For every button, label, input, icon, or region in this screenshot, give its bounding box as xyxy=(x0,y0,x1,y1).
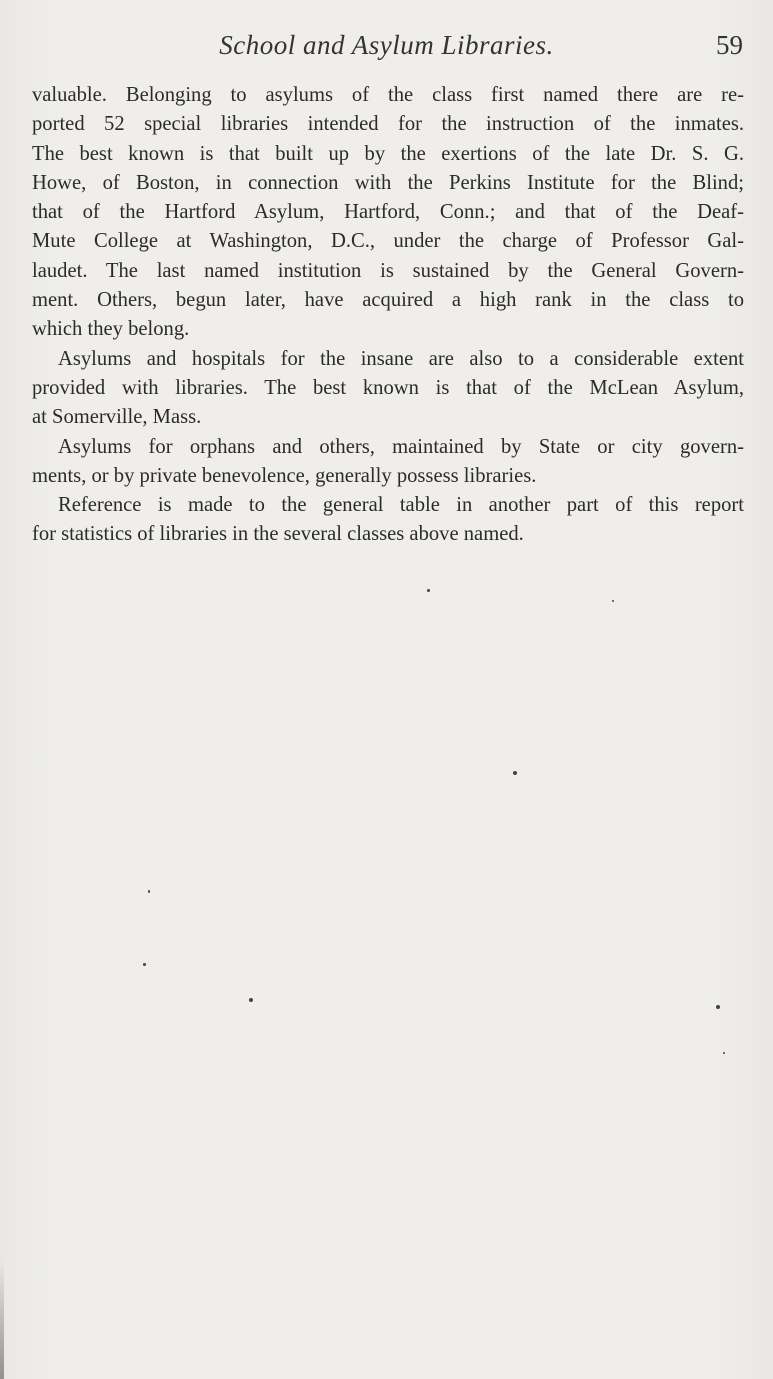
text-line: The best known is that built up by the exertions of the late Dr. S. G. xyxy=(32,142,744,165)
paragraph-3 xyxy=(32,433,744,492)
paragraph-2 xyxy=(32,345,744,433)
text-line: that of the Hartford Asylum, Hartford, Conn.; and that of the Deaf- xyxy=(32,201,744,224)
text-line: ported 52 special libraries intended for the instruction of the inmates. xyxy=(32,113,744,136)
text-line: ment. Others, begun later, have acquired a high rank in the class to xyxy=(32,289,744,312)
text-line: Howe, of Boston, in connection with the Perkins Institute for the Blind; xyxy=(32,171,744,194)
page-edge-shadow xyxy=(0,1260,4,1379)
scan-speck xyxy=(249,998,253,1002)
text-line: Asylums for orphans and others, maintained by State or city govern- xyxy=(58,435,744,458)
text-line: Reference is made to the general table in another part of this report xyxy=(58,494,744,517)
scan-speck xyxy=(513,771,517,775)
scan-speck xyxy=(716,1005,720,1009)
scan-speck xyxy=(427,589,430,592)
page-number: 59 xyxy=(716,30,743,60)
text-line: for statistics of libraries in the several classes above named. xyxy=(32,523,524,546)
text-line: ments, or by private benevolence, generally possess libraries. xyxy=(32,464,537,487)
text-line: which they belong. xyxy=(32,318,190,341)
text-line: provided with libraries. The best known is that of the McLean Asylum, xyxy=(32,376,744,399)
page-header xyxy=(0,30,773,66)
scan-speck xyxy=(612,600,614,602)
paragraph-1 xyxy=(32,81,744,345)
scan-speck xyxy=(143,963,146,966)
scan-speck xyxy=(148,890,150,893)
text-line: at Somerville, Mass. xyxy=(32,406,202,429)
scan-speck xyxy=(723,1052,725,1054)
text-line: laudet. The last named institution is sustained by the General Govern- xyxy=(32,259,744,282)
paragraph-4 xyxy=(32,491,744,550)
text-line: Mute College at Washington, D.C., under the charge of Professor Gal- xyxy=(32,230,744,253)
text-line: valuable. Belonging to asylums of the class first named there are re- xyxy=(32,84,744,106)
running-head: School and Asylum Libraries. xyxy=(219,30,554,60)
body-text xyxy=(32,81,744,550)
text-line: Asylums and hospitals for the insane are also to a considerable extent xyxy=(58,347,744,370)
